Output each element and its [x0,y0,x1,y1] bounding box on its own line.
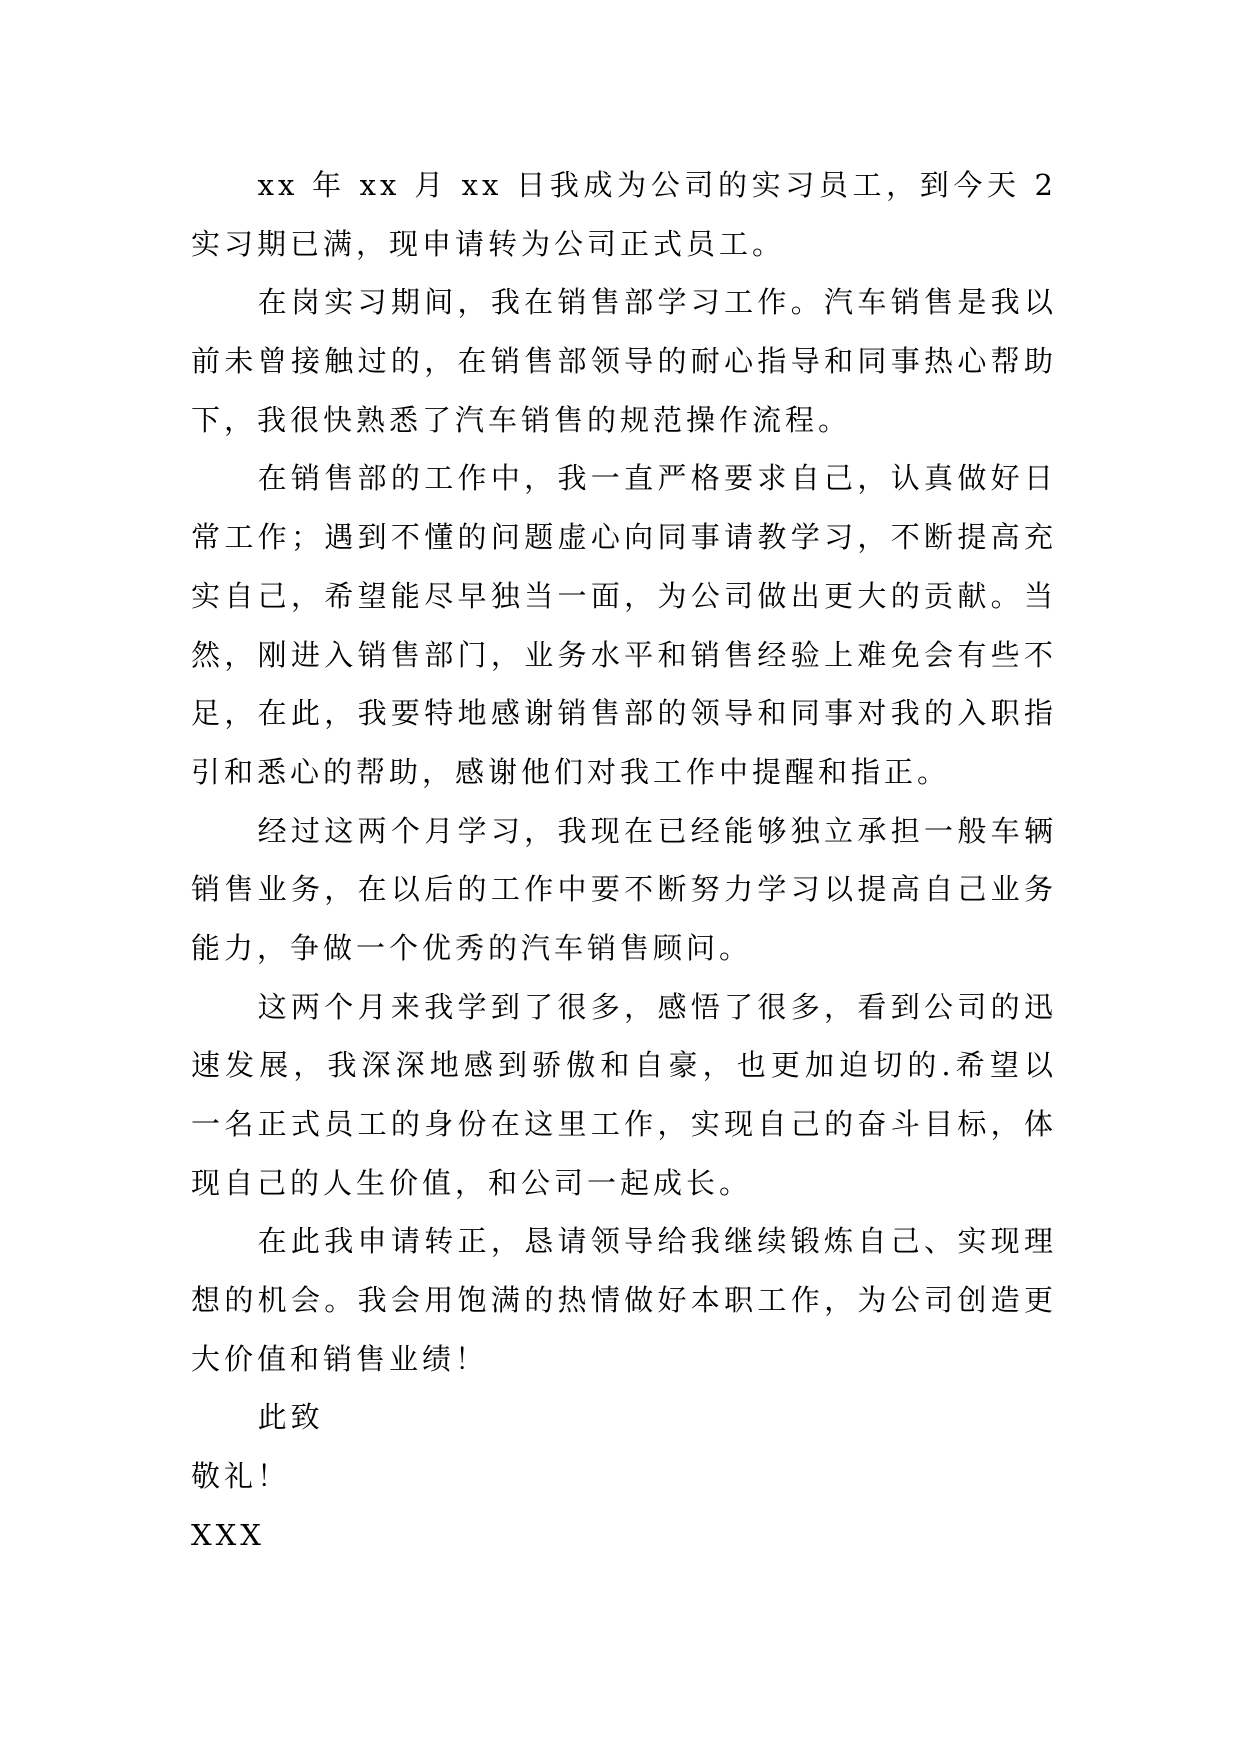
paragraph [191,802,1057,978]
paragraph-line: 大价值和销售业绩！ [191,1341,489,1376]
paragraph-line: 经过这两个月学习，我现在已经能够独立承担一般车辆 [257,813,1057,848]
paragraph-line: 在此我申请转正，恳请领导给我继续锻炼自己、实现理 [257,1224,1057,1259]
paragraph-line: 引和悉心的帮助，感谢他们对我工作中提醒和指正。 [191,754,951,789]
paragraph [191,449,1057,801]
paragraph-line: 速发展，我深深地感到骄傲和自豪，也更加迫切的.希望以 [191,1048,1057,1083]
paragraph-line: 实习期已满，现申请转为公司正式员工。 [191,226,786,261]
closing-line: 此致 [257,1400,324,1435]
paragraph-line: 销售业务，在以后的工作中要不断努力学习以提高自己业务 [191,872,1057,907]
paragraph-line: 想的机会。我会用饱满的热情做好本职工作，为公司创造更 [191,1283,1057,1318]
signature: XXX [191,1517,265,1552]
paragraph [191,1212,1057,1388]
paragraph-line: xx 年 xx 月 xx 日我成为公司的实习员工，到今天 2 [257,168,1057,202]
letter-body [191,156,1057,1565]
paragraph-line: 在岗实习期间，我在销售部学习工作。汽车销售是我以 [257,285,1057,320]
paragraph-line: 常工作；遇到不懂的问题虚心向同事请教学习，不断提高充 [191,520,1057,555]
salutation-line: 敬礼！ [191,1459,291,1494]
paragraph-line: 能力，争做一个优秀的汽车销售顾问。 [191,930,753,965]
paragraph-line: 在销售部的工作中，我一直严格要求自己，认真做好日 [257,461,1057,496]
paragraph-line: 下，我很快熟悉了汽车销售的规范操作流程。 [191,402,852,437]
paragraph [191,273,1057,449]
paragraph [191,156,1057,273]
paragraph-line: 现自己的人生价值，和公司一起成长。 [191,1165,753,1200]
paragraph-line: 一名正式员工的身份在这里工作，实现自己的奋斗目标，体 [191,1107,1057,1141]
paragraph-line: 实自己，希望能尽早独当一面，为公司做出更大的贡献。当 [191,578,1057,613]
paragraph-line: 足，在此，我要特地感谢销售部的领导和同事对我的入职指 [191,696,1057,731]
paragraph-line: 然，刚进入销售部门，业务水平和销售经验上难免会有些不 [191,637,1057,672]
paragraph [191,978,1057,1213]
paragraph-line: 这两个月来我学到了很多，感悟了很多，看到公司的迅 [257,989,1057,1024]
paragraph-line: 前未曾接触过的，在销售部领导的耐心指导和同事热心帮助 [191,344,1057,379]
